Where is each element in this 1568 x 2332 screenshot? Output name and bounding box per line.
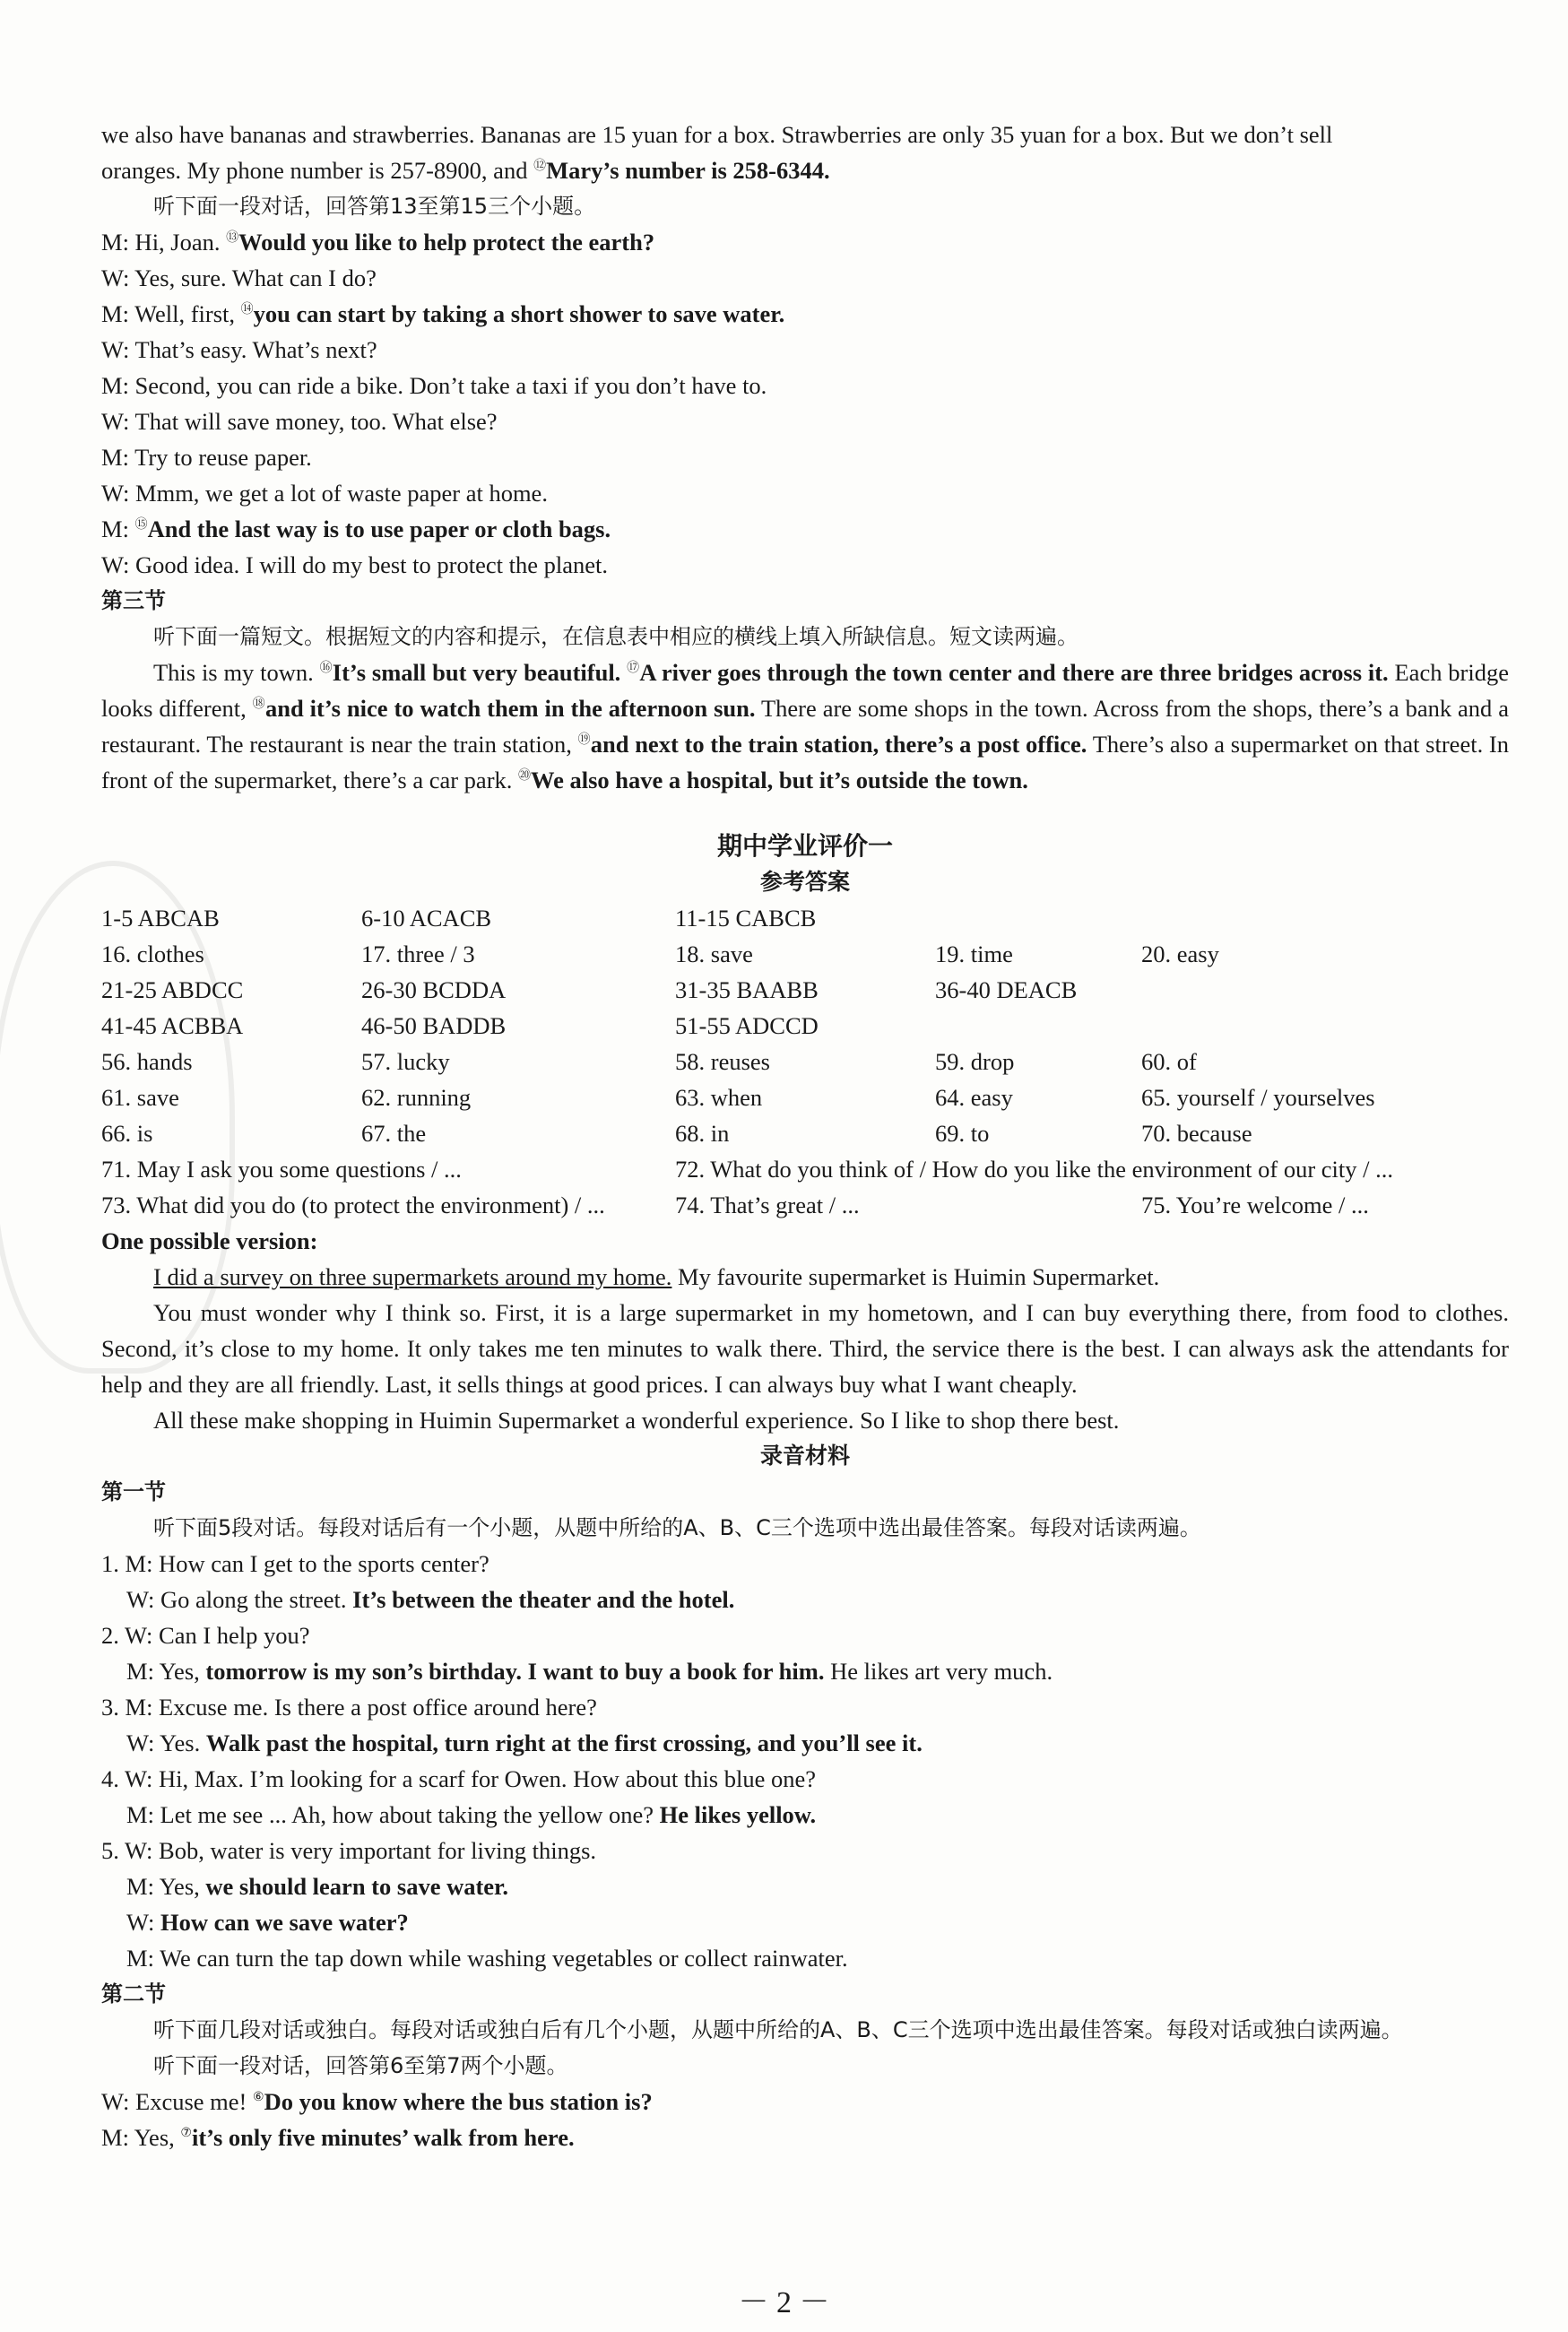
dialogue-line: W: That will save money, too. What else? — [101, 408, 498, 435]
dialogue-line: W: That’s easy. What’s next? — [101, 336, 377, 363]
instruction: 听下面5段对话。每段对话后有一个小题，从题中所给的A、B、C三个选项中选出最佳答案。每段对话读两遍。 — [153, 1515, 1201, 1540]
dialogue-line: W: How can we save water? — [126, 1909, 409, 1936]
dialogue-line: W: Excuse me! ⑥Do you know where the bus station is? — [101, 2088, 653, 2115]
answer-row: 56. hands 57. lucky 58. reuses 59. drop 60. of — [101, 1048, 1197, 1075]
instruction: 听下面一段对话，回答第13至第15三个小题。 — [153, 194, 596, 219]
exam-title: 期中学业评价一 — [716, 831, 893, 861]
page-number: － 2 － — [738, 2286, 830, 2319]
section-heading: 第一节 — [101, 1479, 166, 1504]
answer-row: 1-5 ABCAB 6-10 ACACB 11-15 CABCB — [101, 905, 817, 932]
answer-row: 16. clothes 17. three / 3 18. save 19. time 20. easy — [101, 941, 1219, 967]
instruction: 听下面几段对话或独白。每段对话或独白后有几个小题，从题中所给的A、B、C三个选项中选出最佳答案。每段对话或独白读两遍。 — [153, 2017, 1403, 2042]
dialogue-line: M: We can turn the tap down while washing vegetables or collect rainwater. — [126, 1945, 848, 1972]
dialogue-line: M: Yes, tomorrow is my son’s birthday. I want to buy a book for him. He likes art very much. — [126, 1658, 1053, 1685]
dialogue-line: 5. W: Bob, water is very important for living things. — [101, 1837, 597, 1864]
instruction: 听下面一段对话，回答第6至第7两个小题。 — [153, 2053, 568, 2078]
dialogue-line: M: Try to reuse paper. — [101, 444, 312, 471]
version-heading: One possible version: — [101, 1227, 318, 1254]
answer-row: 41-45 ACBBA 46-50 BADDB 51-55 ADCCD — [101, 1012, 819, 1039]
dialogue-line: W: Go along the street. It’s between the theater and the hotel. — [126, 1586, 735, 1613]
dialogue-line: W: Yes. Walk past the hospital, turn right at the first crossing, and you’ll see it. — [126, 1729, 923, 1756]
text-line: oranges. My phone number is 257-8900, and ⑫Mary’s number is 258-6344. — [101, 157, 830, 184]
answer-row: 61. save 62. running 63. when 64. easy 65. yourself / yourselves — [101, 1084, 1375, 1111]
section-heading: 第二节 — [101, 1981, 166, 2007]
essay-paragraph: I did a survey on three supermarkets around my home. My favourite supermarket is Huimin Supermarket. — [153, 1263, 1160, 1290]
dialogue-line: M: Let me see ... Ah, how about taking the yellow one? He likes yellow. — [126, 1801, 817, 1828]
dialogue-line: M: Yes, we should learn to save water. — [126, 1873, 509, 1900]
dialogue-line: W: Mmm, we get a lot of waste paper at home. — [101, 480, 548, 507]
answer-row: 73. What did you do (to protect the environment) / ... 74. That’s great / ... 75. You’re welcome / ... — [101, 1192, 1369, 1218]
essay-paragraph: You must wonder why I think so. First, it is a large supermarket in my hometown, and I can buy everything there, from food to clothes. Second, it’s close to my home. It only takes me ten minutes to walk there. Third, the service there is the best. I can always ask the attendants for help and they are all friendly. Last, it sells things at good prices. I can always buy what I want cheaply. — [101, 1299, 1509, 1398]
dialogue-line: 4. W: Hi, Max. I’m looking for a scarf for Owen. How about this blue one? — [101, 1765, 817, 1792]
dialogue-line: M: Second, you can ride a bike. Don’t take a taxi if you don’t have to. — [101, 372, 767, 399]
answer-row: 21-25 ABDCC 26-30 BCDDA 31-35 BAABB 36-40 DEACB — [101, 976, 1078, 1003]
page-content — [101, 117, 1509, 2155]
dialogue-line: W: Yes, sure. What can I do? — [101, 264, 377, 291]
section-heading: 第三节 — [101, 588, 166, 613]
answer-key-title: 参考答案 — [759, 869, 850, 895]
passage: This is my town. ⑯It’s small but very beautiful. ⑰A river goes through the town center and there are three bridges across it. Each bridge looks different, ⑱and it’s nice to watch them in the afternoon sun. There are some shops in the town. Across from the shops, there’s a bank and a restaurant. The restaurant is near the train station, ⑲and next to the train station, there’s a post office. There’s also a supermarket on that street. In front of the supermarket, there’s a car park. ⑳We also have a hospital, but it’s outside the town. — [101, 659, 1510, 793]
dialogue-line: M: Hi, Joan. ⑬Would you like to help protect the earth? — [101, 229, 655, 256]
dialogue-line: 2. W: Can I help you? — [101, 1622, 310, 1649]
dialogue-line: W: Good idea. I will do my best to protect the planet. — [101, 551, 608, 578]
dialogue-line: 3. M: Excuse me. Is there a post office around here? — [101, 1694, 597, 1721]
answer-grid — [101, 900, 1509, 1223]
dialogue-line: M: ⑮And the last way is to use paper or cloth bags. — [101, 516, 611, 542]
answer-row: 71. May I ask you some questions / ... 72. What do you think of / How do you like the environment of our city / ... — [101, 1156, 1394, 1183]
text-line: we also have bananas and strawberries. Bananas are 15 yuan for a box. Strawberries are only 35 yuan for a box. But we don’t sell — [101, 121, 1333, 148]
dialogue-line: 1. M: How can I get to the sports center? — [101, 1550, 489, 1577]
transcript-title: 录音材料 — [759, 1443, 850, 1469]
dialogue-line: M: Yes, ⑦it’s only five minutes’ walk from here. — [101, 2124, 575, 2151]
answer-row: 66. is 67. the 68. in 69. to 70. because — [101, 1120, 1252, 1147]
instruction: 听下面一篇短文。根据短文的内容和提示，在信息表中相应的横线上填入所缺信息。短文读两遍。 — [153, 624, 1079, 649]
essay-paragraph: All these make shopping in Huimin Supermarket a wonderful experience. So I like to shop there best. — [153, 1407, 1120, 1434]
dialogue-line: M: Well, first, ⑭you can start by taking a short shower to save water. — [101, 300, 785, 327]
